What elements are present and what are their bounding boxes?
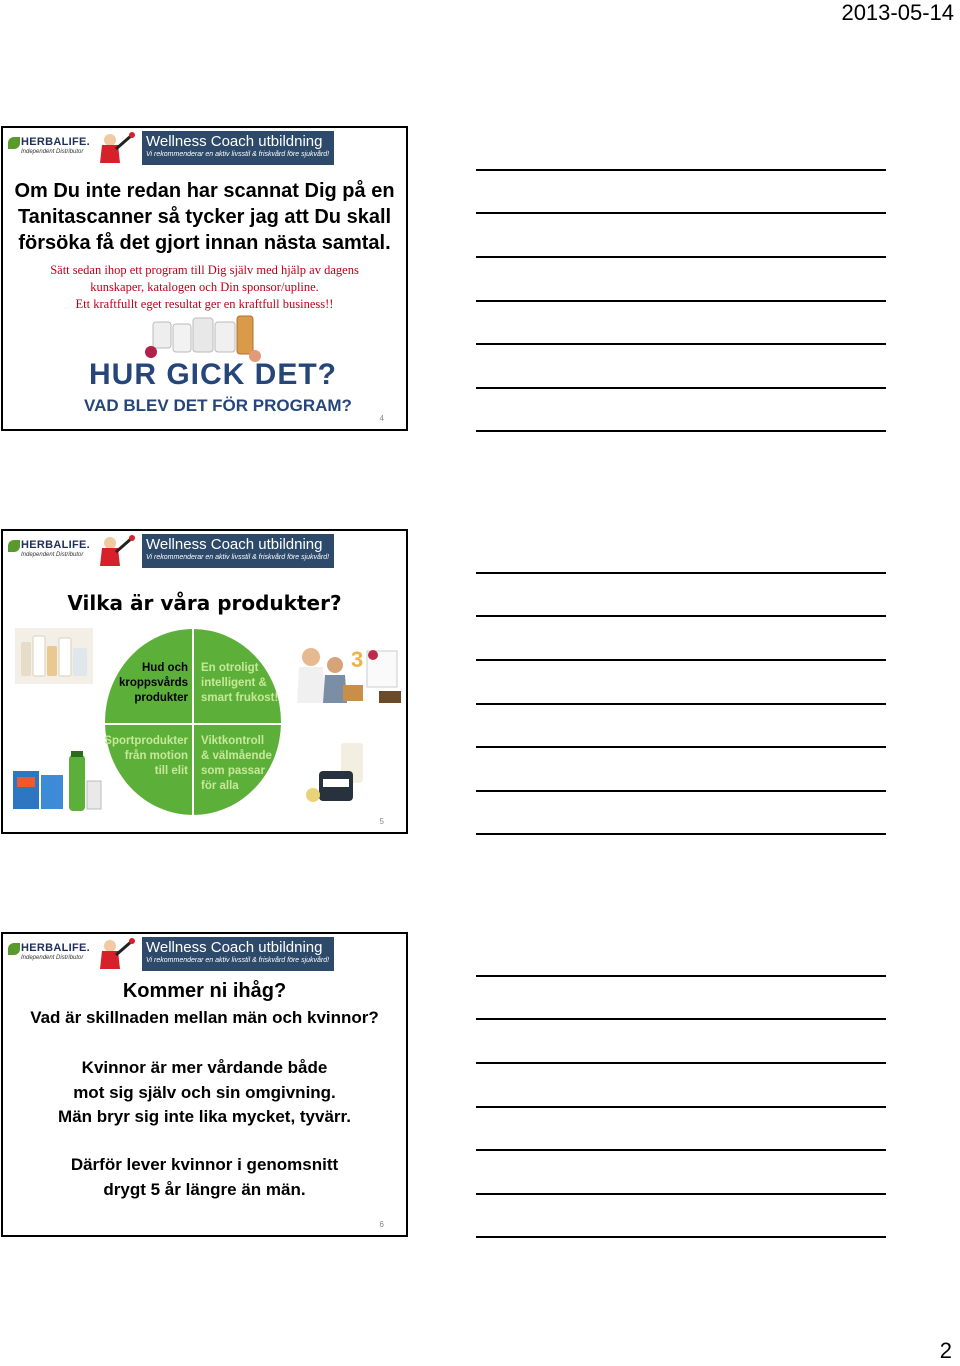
quadrant-sport [98,734,188,779]
slide-4 [1,126,408,431]
paragraph-line: mot sig själv och sin omgivning. [73,1082,336,1102]
slide-number: 4 [379,414,384,423]
hur-gick-det-banner: HUR GICK DET? [89,358,337,391]
coach-banner [142,534,334,568]
quadrant-line: som passar [201,765,265,777]
slide-paragraph [3,1056,406,1130]
coach-banner-title: Wellness Coach utbildning [146,133,323,150]
logo-name: HERBALIFE. [21,942,90,954]
slide-heading: Kommer ni ihåg? [122,980,287,1002]
notes-line [476,387,886,389]
mascot-icon [96,937,136,973]
logo-sub: Independent Distributor [21,955,84,961]
slide-5 [1,529,408,834]
quadrant-line: för alla [201,780,239,792]
herbalife-leaf-icon [8,137,20,149]
slide-6 [1,932,408,1237]
notes-line [476,343,886,345]
heading-line: Tanitascanner så tycker jag att Du skall [17,206,392,228]
paragraph-line: Män bryr sig inte lika mycket, tyvärr. [58,1107,351,1126]
quadrant-breakfast [201,661,286,706]
quadrant-weight-control [201,734,286,794]
page-number: 2 [939,1338,952,1363]
quadrant-line: produkter [134,692,188,704]
notes-line [476,659,886,661]
notes-line [476,1062,886,1064]
notes-line [476,1193,886,1195]
notes-line [476,1106,886,1108]
coach-banner-tagline: Vi rekommenderar en aktiv livsstil & friskvård före sjukvård! [146,151,330,158]
slide-header [6,937,336,973]
quadrant-line: & välmående [201,750,272,762]
body-line: kunskaper, katalogen och Din sponsor/upline. [90,280,319,294]
notes-line [476,572,886,574]
logo-name: HERBALIFE. [21,539,90,551]
notes-line [476,300,886,302]
notes-line [476,615,886,617]
notes-line [476,256,886,258]
mascot-icon [96,131,136,167]
slide-number: 5 [379,817,384,826]
coach-banner [142,131,334,165]
quadrant-line: intelligent & [201,677,267,689]
quadrant-skincare [103,661,188,706]
notes-line [476,703,886,705]
notes-line [476,975,886,977]
notes-line [476,746,886,748]
notes-line [476,430,886,432]
logo-sub: Independent Distributor [21,552,84,558]
herbalife-logo [8,137,90,161]
coach-banner-title: Wellness Coach utbildning [146,939,323,956]
quadrant-line: smart frukost! [201,692,279,704]
body-line: Sätt sedan ihop ett program till Dig själv med hjälp av dagens [50,263,359,277]
slide-paragraph [3,1153,406,1202]
herbalife-logo [8,540,90,564]
quadrant-line: Hud och [142,662,188,674]
svg-text:3: 3 [351,647,364,672]
coach-banner-tagline: Vi rekommenderar en aktiv livsstil & friskvård före sjukvård! [146,957,330,964]
slide-subheading: Vad är skillnaden mellan män och kvinnor? [30,1008,379,1027]
coach-banner [142,937,334,971]
sport-products-image [11,751,103,817]
heading-line: Om Du inte redan har scannat Dig på en [14,180,395,202]
notes-line [476,1149,886,1151]
logo-sub: Independent Distributor [21,149,84,155]
page-date: 2013-05-14 [841,0,954,25]
body-line: Ett kraftfullt eget resultat ger en kraftfull business!! [75,297,334,311]
paragraph-line: Kvinnor är mer vårdande både [81,1058,328,1077]
slide-body [3,262,406,313]
coach-banner-title: Wellness Coach utbildning [146,536,323,553]
slide-heading: Vilka är våra produkter? [67,591,342,615]
quadrant-line: En otroligt [201,662,259,674]
weight-control-products-image [305,741,375,807]
slide-header [6,534,336,570]
herbalife-leaf-icon [8,943,20,955]
logo-name: HERBALIFE. [21,136,90,148]
notes-line [476,169,886,171]
notes-line [476,212,886,214]
herbalife-logo [8,943,90,967]
paragraph-line: drygt 5 år längre än män. [103,1179,306,1199]
notes-line [476,1018,886,1020]
herbalife-leaf-icon [8,540,20,552]
slide-header [6,131,336,167]
breakfast-people-image [293,643,403,707]
notes-line [476,1236,886,1238]
quadrant-line: kroppsvårds [118,677,188,689]
coach-banner-tagline: Vi rekommenderar en aktiv livsstil & friskvård före sjukvård! [146,554,330,561]
notes-line [476,833,886,835]
slide-heading [3,178,406,256]
mascot-icon [96,534,136,570]
notes-line [476,790,886,792]
skincare-products-image [15,628,93,684]
quadrant-line: till elit [154,765,188,777]
quadrant-line: Sportprodukter [104,735,188,747]
program-subbanner: VAD BLEV DET FÖR PROGRAM? [84,396,352,415]
quadrant-line: Viktkontroll [201,735,265,747]
paragraph-line: Därför lever kvinnor i genomsnitt [70,1155,339,1174]
slide-number: 6 [379,1220,384,1229]
heading-line: försöka få det gjort innan nästa samtal. [18,232,391,254]
quadrant-line: från motion [124,750,188,762]
